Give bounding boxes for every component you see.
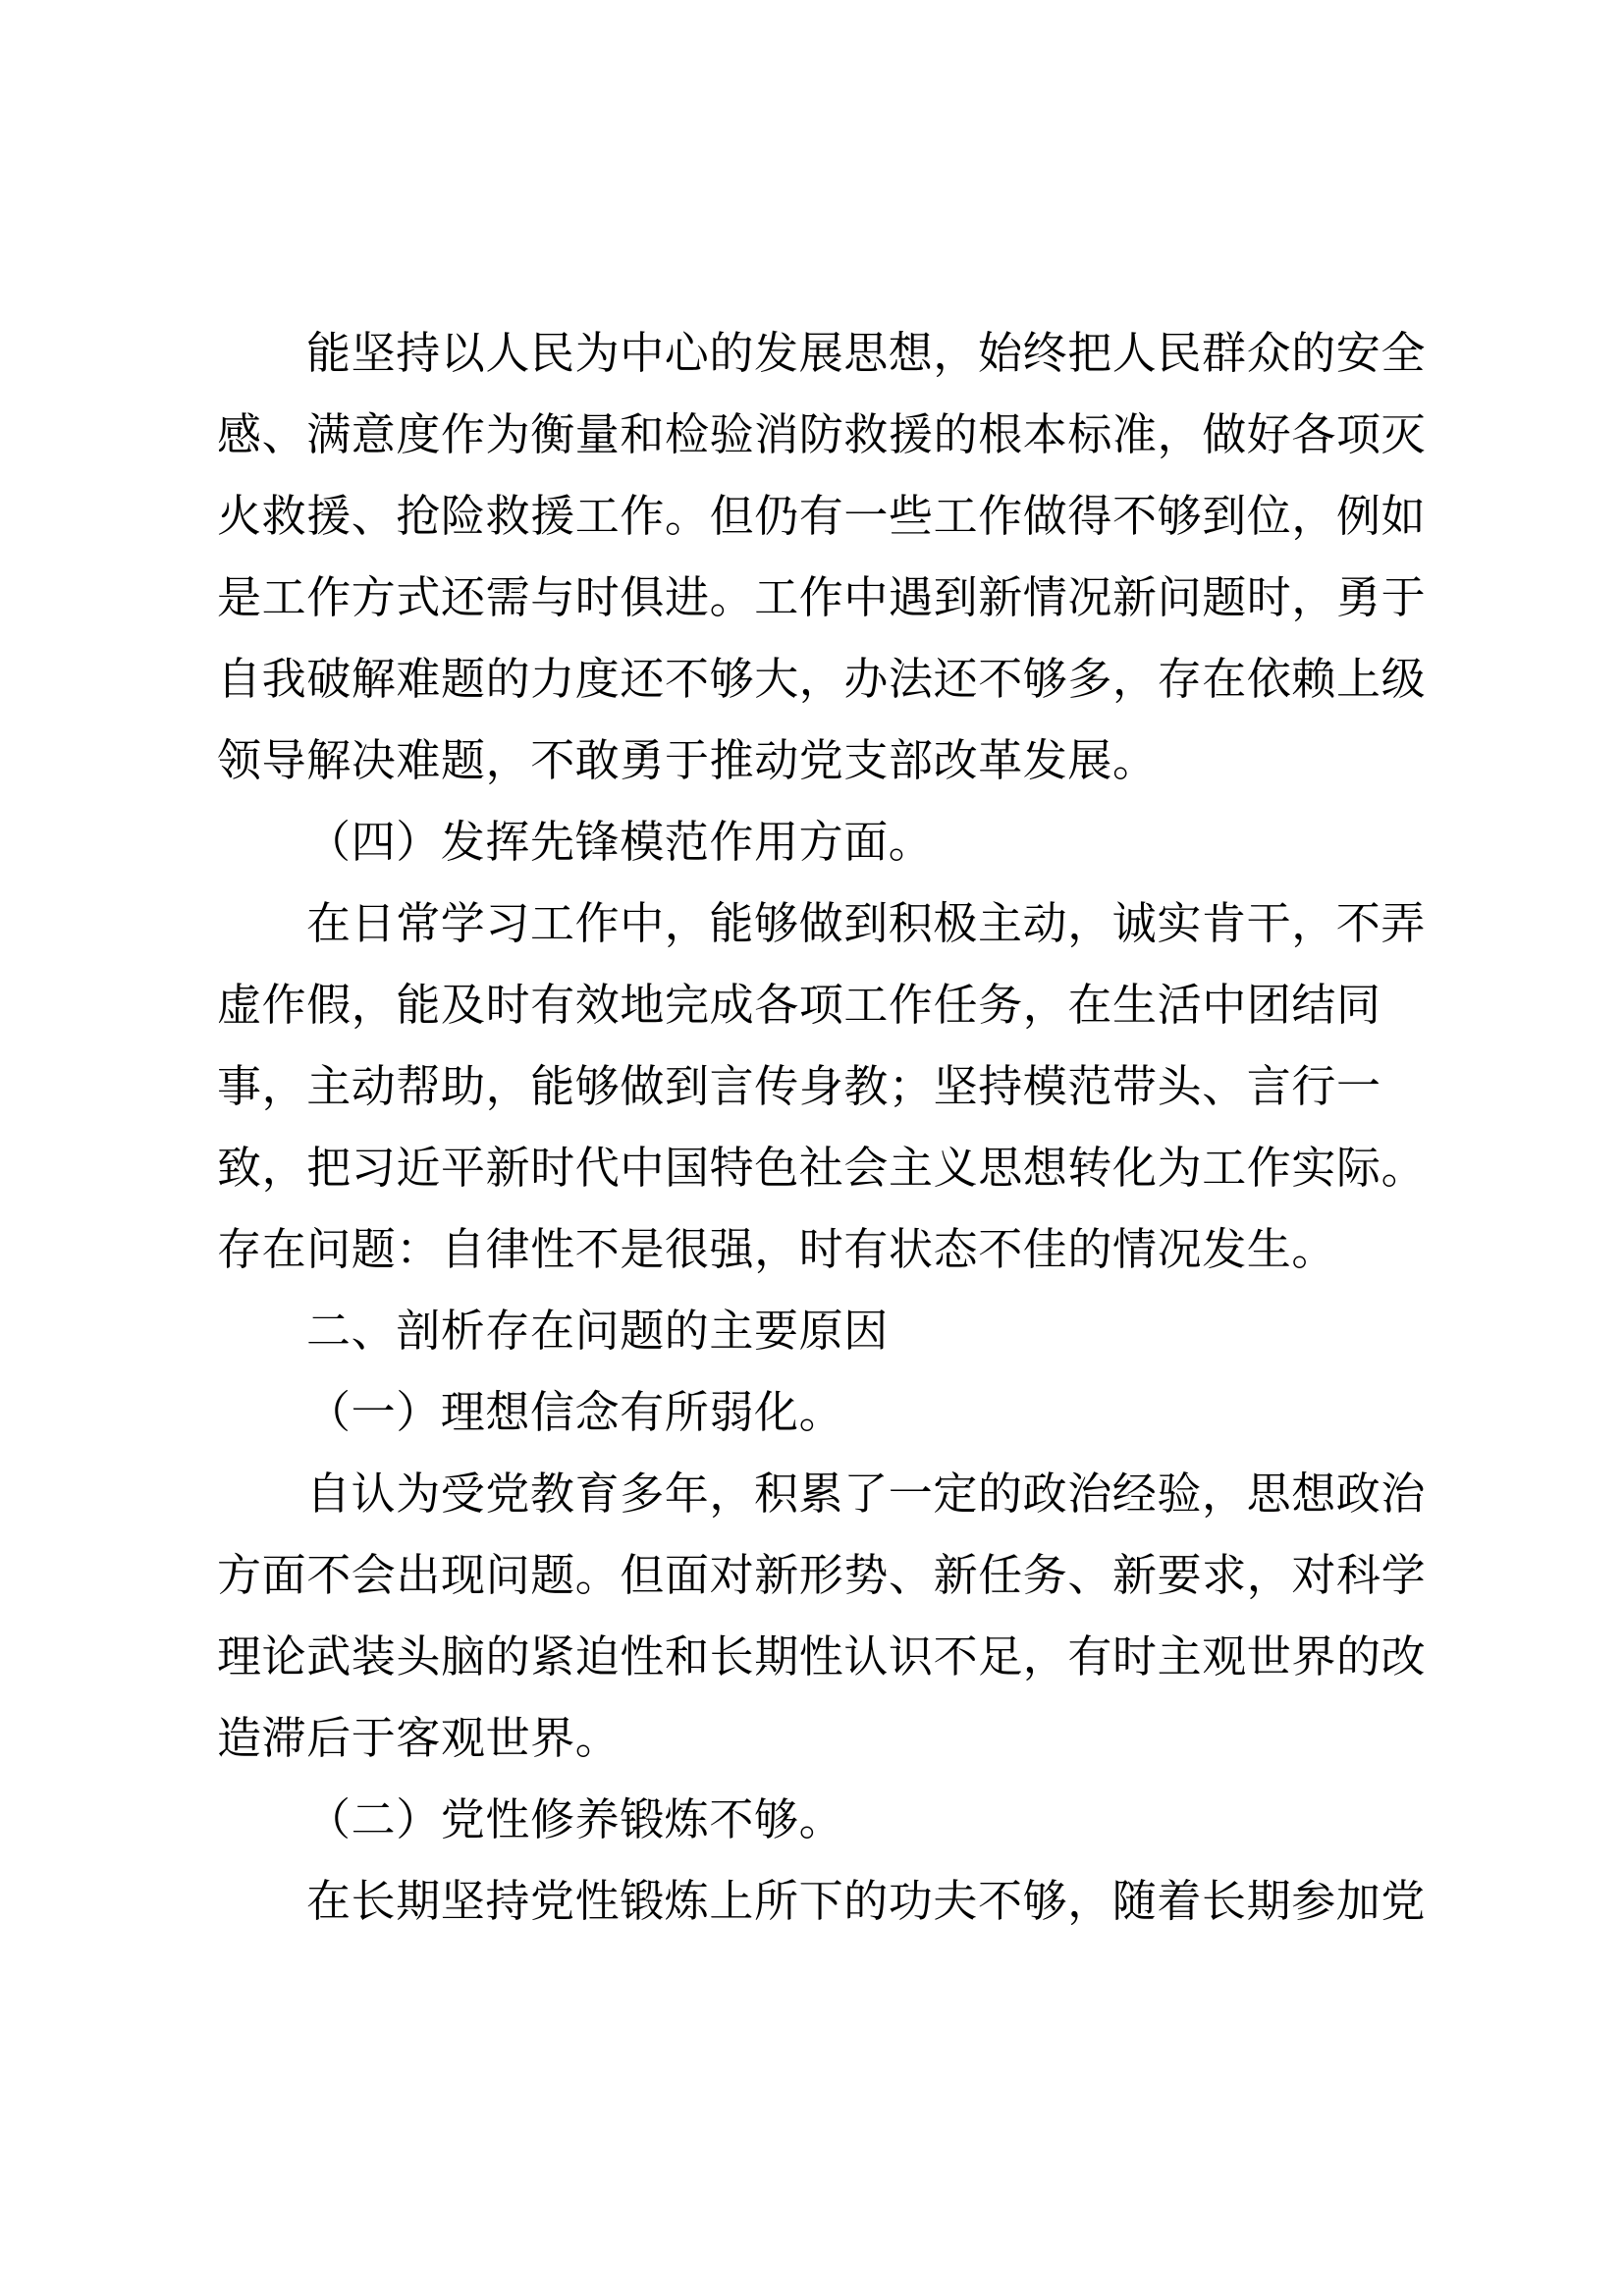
paragraph-line: 火救援、抢险救援工作。但仍有一些工作做得不够到位，例如 [217, 490, 1427, 542]
paragraph-line: 感、满意度作为衡量和检验消防救援的根本标准，做好各项灭 [217, 408, 1427, 460]
paragraph-line: 自我破解难题的力度还不够大，办法还不够多，存在依赖上级 [217, 653, 1427, 705]
paragraph-line: 致，把习近平新时代中国特色社会主义思想转化为工作实际。 [217, 1142, 1427, 1194]
paragraph-line: 是工作方式还需与时俱进。工作中遇到新情况新问题时，勇于 [217, 571, 1427, 623]
paragraph [217, 882, 1435, 1290]
section-heading [217, 1371, 1435, 1453]
paragraph [217, 1453, 1435, 1779]
paragraph-line: 在长期坚持党性锻炼上所下的功夫不够，随着长期参加党 [306, 1875, 1427, 1927]
paragraph-line: 事，主动帮助，能够做到言传身教；坚持模范带头、言行一 [217, 1060, 1381, 1112]
paragraph-line: 虚作假，能及时有效地完成各项工作任务，在生活中团结同 [217, 979, 1381, 1031]
paragraph-line: 理论武装头脑的紧迫性和长期性认识不足，有时主观世界的改 [217, 1630, 1427, 1682]
paragraph [217, 1860, 1435, 1942]
heading-text: （四）发挥先锋模范作用方面。 [306, 816, 934, 868]
paragraph [217, 312, 1435, 801]
paragraph-line: 领导解决难题，不敢勇于推动党支部改革发展。 [217, 734, 1158, 786]
heading-text: （二）党性修养锻炼不够。 [306, 1793, 844, 1845]
paragraph-line: 能坚持以人民为中心的发展思想，始终把人民群众的安全 [306, 327, 1427, 379]
paragraph-line: 存在问题：自律性不是很强，时有状态不佳的情况发生。 [217, 1223, 1337, 1275]
section-heading [217, 801, 1435, 882]
heading-text: （一）理想信念有所弱化。 [306, 1386, 844, 1438]
document-page [217, 312, 1435, 1942]
heading-text: 二、剖析存在问题的主要原因 [306, 1305, 889, 1357]
paragraph-line: 在日常学习工作中，能够做到积极主动，诚实肯干，不弄 [306, 897, 1427, 949]
paragraph-line: 方面不会出现问题。但面对新形势、新任务、新要求，对科学 [217, 1549, 1427, 1601]
paragraph-line: 造滞后于客观世界。 [217, 1712, 621, 1764]
section-heading [217, 1779, 1435, 1860]
section-heading [217, 1290, 1435, 1371]
paragraph-line: 自认为受党教育多年，积累了一定的政治经验，思想政治 [306, 1468, 1427, 1520]
